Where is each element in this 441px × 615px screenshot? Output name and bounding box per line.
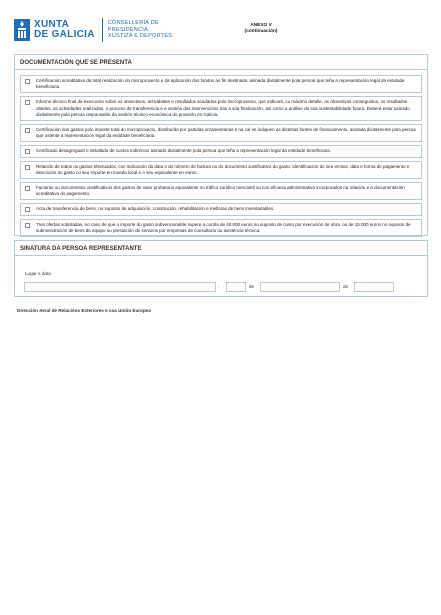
doc-item-text: Tres ofertas solicitadas, no caso de que o importe do gasto subvencionable supere a contía de 40.000 euros no suposto de custo por execución de obra, ou de 15.000 euros no suposto de subministración de bens de equipo ou prestación de servizos por empresas de consultaría ou asistencia técnica. [36, 221, 411, 233]
documentation-section [14, 54, 428, 236]
doc-checkbox[interactable] [25, 165, 30, 170]
day-field[interactable] [226, 282, 246, 292]
conselleria-name [108, 20, 172, 39]
doc-checkbox[interactable] [25, 186, 30, 191]
annex-heading [221, 23, 301, 35]
month-field[interactable] [260, 282, 340, 292]
doc-item [20, 75, 422, 93]
doc-item-text: Informe técnico final de execución sobre os obxectivos, actividades e resultados acadados polo microproxecto, que indicará, co máximo detalle, os obxectivos conseguidos, os resultados obtidos, as actividades realizadas, o proceso de transferencia e a xestión das intervencións tras a súa finalización, así como a análise da súa sustentabilidade futura. Deberá estar asinado dixitalmente pola persoa responsable da xestión técnico-económica do proxecto en Galicia. [36, 99, 410, 117]
annex-title: ANEXO V [250, 23, 272, 28]
doc-item-text: Certificación acreditativa da total realización do microproxecto e da aplicación dos fondos ao fin destinado, asinada dixitalmente pola persoa que teña a representación legal da entidade beneficiaria. [36, 78, 405, 90]
doc-item-text: Acta de transferencia de bens, no suposto de adquisición, construción, rehabilitación e melloras de bens inventariables. [36, 206, 275, 212]
doc-checkbox[interactable] [25, 128, 30, 133]
de-separator: de [249, 284, 255, 289]
galicia-emblem-icon [14, 19, 30, 41]
doc-item-text: Relación de todos os gastos efectuados, con indicación da data e do número de factura ou do documento xustificativo do gasto, identificación do seu emisor, data e forma de pagamento e descrición do gasto co seu importe en moeda local e o seu equivalente en euros. [36, 163, 410, 175]
xunta-wordmark [34, 20, 95, 40]
doc-item-text: Facturas ou documentos xustificativos dos gastos de valor probatorio equivalente no tráfico xurídico mercantil ou con eficacia administrativa incorporados na relación e a documentación acreditativa do pagamento. [36, 185, 405, 197]
doc-item [20, 161, 422, 179]
signature-title: SINATURA DA PERSOA REPRESENTANTE [15, 241, 427, 256]
doc-item [20, 219, 422, 237]
doc-item-text: Certificación dos gastos polo importe total do microproxecto, distribuída por partidas orzamentarias e na cal se indiquen as distintas fontes de financiamento, asinada dixitalmente pola persoa que ostente a representación legal da entidade beneficiaria. [36, 127, 416, 139]
comma-separator: , [218, 284, 220, 289]
year-field[interactable] [354, 282, 394, 292]
doc-checkbox[interactable] [25, 149, 30, 154]
doc-item [20, 182, 422, 200]
conselleria-line3: XUSTIZA E DEPORTES [107, 33, 173, 40]
doc-item [20, 96, 422, 121]
documentation-title: DOCUMENTACIÓN QUE SE PRESENTA [15, 55, 427, 70]
doc-item [20, 145, 422, 157]
page-header [14, 18, 430, 50]
doc-checkbox[interactable] [25, 207, 30, 212]
logo-line2: DE GALICIA [34, 29, 95, 40]
signature-section [14, 240, 428, 297]
doc-item-text: Certificado desagregado e detallado de custos indirectos asinado dixitalmente pola persoa que teña a representación legal da entidade beneficiaria. [36, 148, 331, 154]
logo-divider [102, 18, 103, 42]
place-field[interactable] [24, 282, 216, 292]
annex-subtitle: (continuación) [244, 29, 278, 34]
xunta-logo [14, 18, 172, 42]
place-date-label: Lugar e data [25, 271, 51, 276]
conselleria-line1: CONSELLERÍA DE [107, 20, 159, 27]
doc-item [20, 203, 422, 215]
doc-checkbox[interactable] [25, 100, 30, 105]
conselleria-line2: PRESIDENCIA, [107, 26, 150, 33]
doc-checkbox[interactable] [25, 79, 30, 84]
doc-checkbox[interactable] [25, 223, 30, 228]
logo-line1: XUNTA [34, 19, 70, 30]
footer-directorate: Dirección Xeral de Relacións Exteriores e coa Unión Europea [17, 308, 151, 313]
doc-item [20, 124, 422, 142]
de-separator: de [343, 284, 349, 289]
